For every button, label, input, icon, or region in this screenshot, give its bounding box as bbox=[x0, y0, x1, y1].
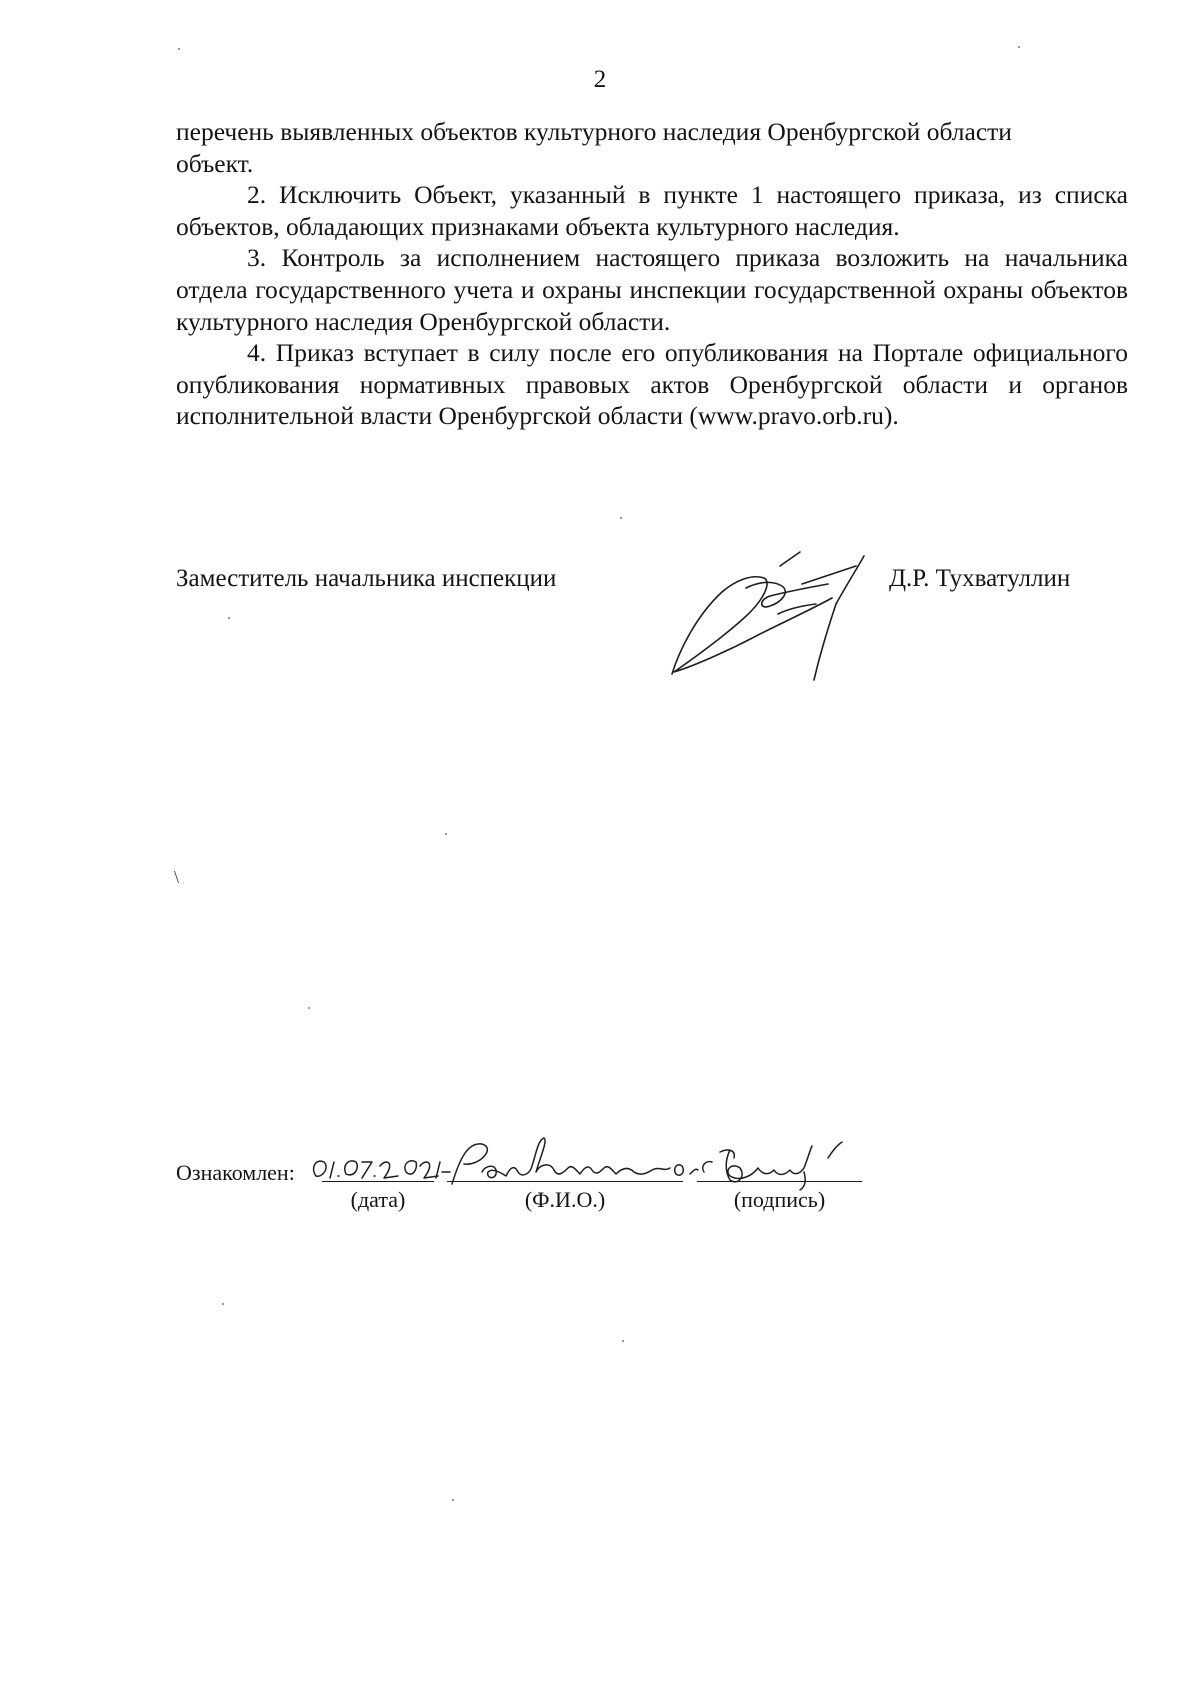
acknowledgment-label: Ознакомлен: bbox=[176, 1160, 295, 1185]
signatory-position: Заместитель начальника инспекции bbox=[176, 565, 557, 592]
paragraph-1 bbox=[176, 116, 1128, 179]
scan-speck bbox=[308, 1007, 310, 1009]
scan-speck bbox=[452, 1499, 454, 1501]
date-underline bbox=[322, 1181, 434, 1182]
scan-speck bbox=[620, 517, 622, 519]
signatory-name: Д.Р. Тухватуллин bbox=[889, 565, 1071, 592]
paragraph-4: 4. Приказ вступает в силу после его опубликования на Портале официального опубликования нормативных правовых актов Оренбургской области и органов исполнительной власти Оренбургской области (www.pravo.orb.ru). bbox=[176, 338, 1128, 431]
handwritten-signature bbox=[660, 548, 900, 688]
scan-speck bbox=[228, 617, 230, 619]
scan-speck bbox=[622, 1340, 624, 1342]
scan-speck bbox=[178, 48, 180, 50]
scan-speck bbox=[1018, 46, 1020, 48]
document-body bbox=[176, 116, 1128, 432]
page-number: 2 bbox=[593, 66, 607, 93]
fio-underline bbox=[447, 1181, 683, 1182]
signature-underline bbox=[697, 1181, 862, 1182]
paragraph-3: 3. Контроль за исполнением настоящего приказа возложить на начальника отдела государственного учета и охраны инспекции государственной охраны объектов культурного наследия Оренбургской области. bbox=[176, 243, 1128, 336]
scan-speck bbox=[222, 1303, 224, 1305]
paragraph-1-line-2: объект. bbox=[176, 148, 254, 178]
scan-speck bbox=[445, 833, 447, 835]
fio-caption: (Ф.И.О.) bbox=[524, 1187, 606, 1212]
date-caption: (дата) bbox=[350, 1187, 406, 1212]
signature-caption: (подпись) bbox=[733, 1187, 826, 1212]
stray-mark: \ bbox=[174, 867, 180, 887]
paragraph-2: 2. Исключить Объект, указанный в пункте 1 настоящего приказа, из списка объектов, обладающих признаками объекта культурного наследия. bbox=[176, 180, 1128, 241]
paragraph-1-line-1: перечень выявленных объектов культурного наследия Оренбургской области bbox=[176, 117, 1012, 146]
